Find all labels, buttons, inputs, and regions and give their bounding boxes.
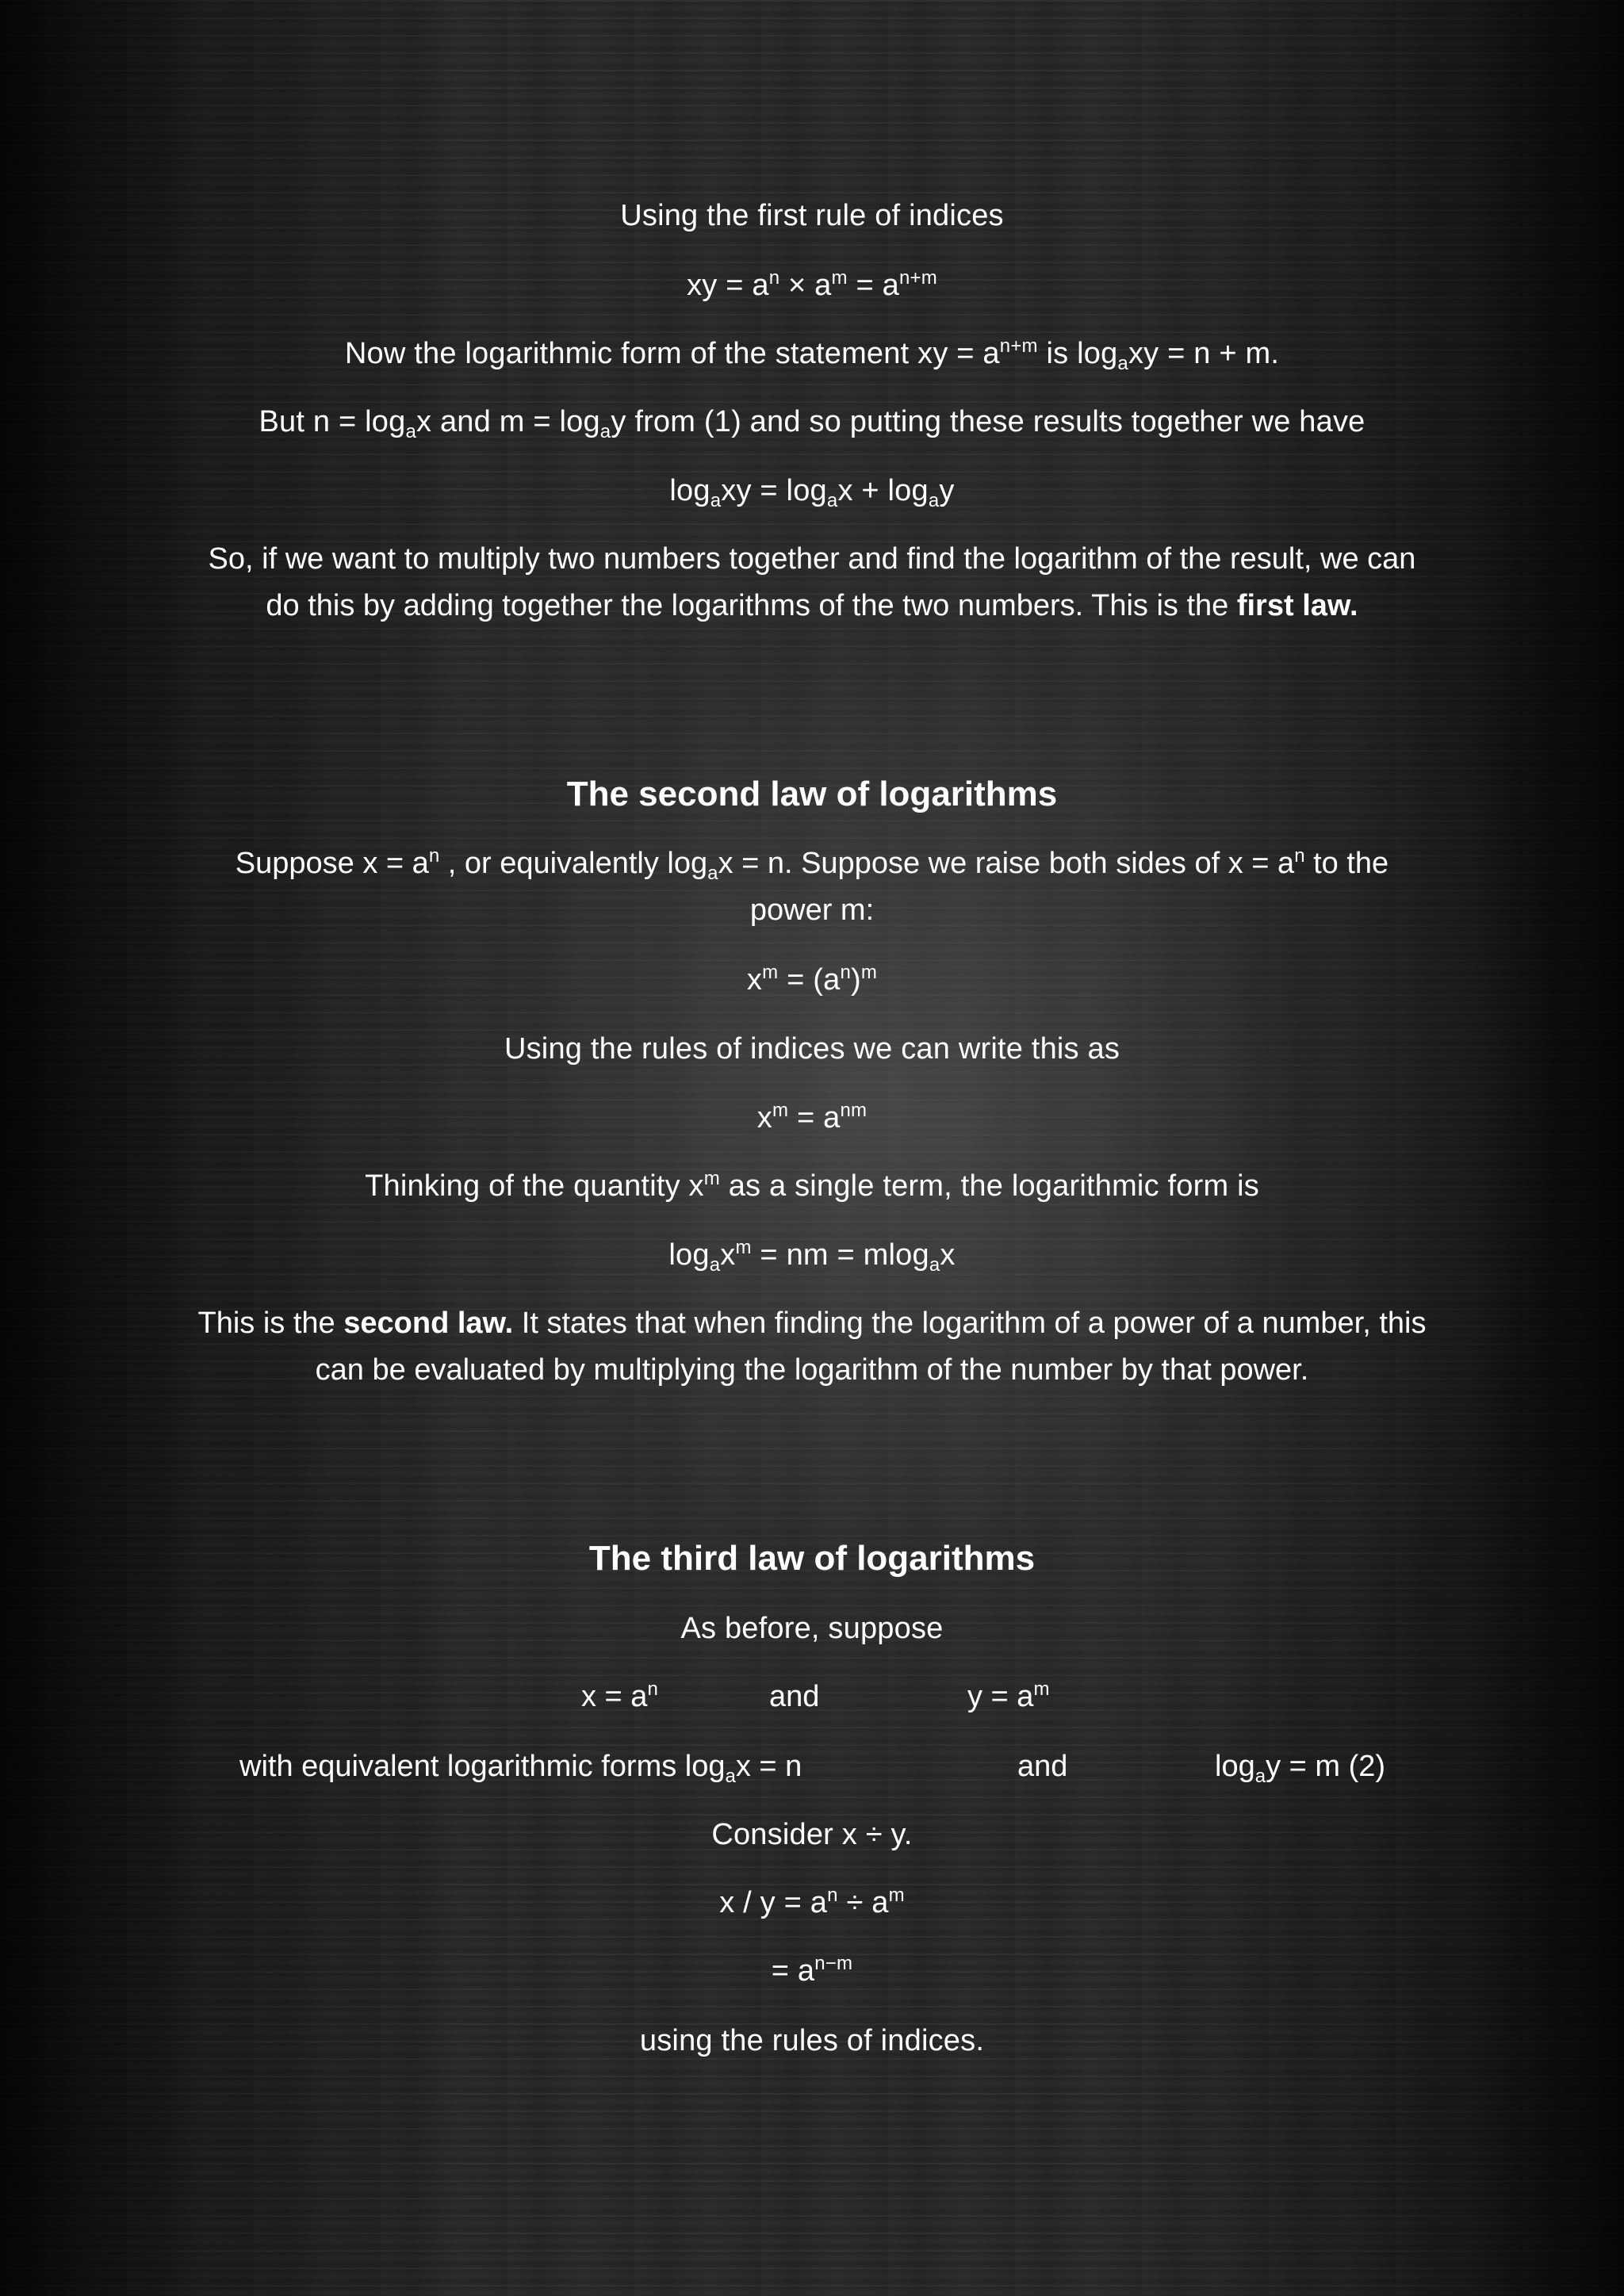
as-before-line: As before, suppose (680, 1612, 944, 1645)
heading-second-law: The second law of logarithms (566, 775, 1058, 813)
intro-rule-line: Using the first rule of indices (620, 199, 1004, 232)
power-equation-2: $x^m = a^{nm}$ (756, 1100, 868, 1135)
third-forms-lead: with equivalent logarithmic forms $\log_ax = n$ (239, 1750, 802, 1787)
consider-line: Consider x ÷ y. (711, 1818, 913, 1851)
rules-indices-line: Using the rules of indices we can write this as (504, 1032, 1120, 1066)
first-law-bold: first law. (1236, 589, 1358, 622)
heading-third-law: The third law of logarithms (588, 1539, 1036, 1578)
third-forms-y: $\log_ay = m$ (2) (1215, 1750, 1386, 1787)
third-forms-and: and (1017, 1750, 1068, 1783)
log-form-sentence: Now the logarithmic form of the statement xy = $a^{n+m}$ is $\log_axy = n + m$. (344, 335, 1280, 374)
first-law-paragraph: So, if we want to multiply two numbers together and find the logarithm of the result, we can do this by adding together the logarithms of the two numbers. This is the first law. (208, 542, 1416, 622)
thinking-line: Thinking of the quantity $x^m$ as a single term, the logarithmic form is (365, 1168, 1259, 1203)
divide-equation: $x / y = a^n \div a^m$ (719, 1885, 905, 1919)
product-equation: xy = $a^n \times a^m = a^{n+m}$ (687, 267, 937, 302)
third-suppose-y: $y = a^m$ (967, 1678, 1050, 1713)
third-suppose-and: and (769, 1680, 820, 1713)
using-rules-line: using the rules of indices. (639, 2024, 985, 2057)
first-law-equation: $\log_axy = \log_ax + \log_ay$ (669, 474, 955, 511)
but-sentence: But $n = \log_ax$ and $m = \log_ay$ from (1) and so putting these results together we have (259, 405, 1365, 442)
second-law-bold: second law. (343, 1307, 514, 1340)
second-law-paragraph: This is the second law. It states that when finding the logarithm of a power of a number, this can be evaluated by multiplying the logarithm of the number by that power. (197, 1307, 1427, 1387)
third-suppose-x: $x = a^n$ (581, 1678, 658, 1713)
divide-equation-2: = $a^{n-m}$ (771, 1953, 853, 1988)
power-equation: $x^m = (a^n)^m$ (746, 962, 878, 997)
second-law-suppose: Suppose $x = a^n$ , or equivalently $\log_ax = n$. Suppose we raise both sides of $x = a^n$ to the power m: (235, 845, 1389, 927)
second-law-equation: $\log_ax^m$ = nm = mlog$_a$x (668, 1237, 956, 1276)
